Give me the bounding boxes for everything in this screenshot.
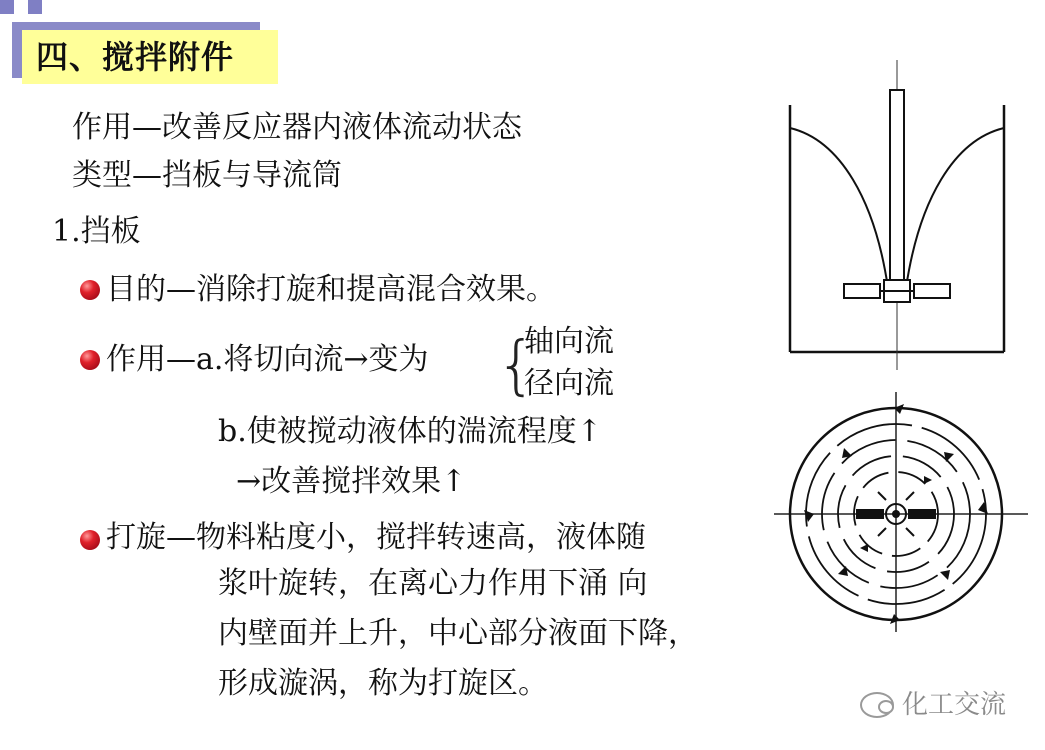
radial-flow-label: 径向流 <box>524 366 614 401</box>
corner-decoration <box>28 0 42 14</box>
bullet-icon <box>80 530 100 550</box>
watermark <box>860 688 1006 722</box>
watermark-text: 化工交流 <box>902 690 1007 720</box>
tank-top-view-diagram <box>774 392 1028 632</box>
effect-a-line: 作用—a.将切向流→变为 <box>106 342 429 377</box>
bullet-icon <box>80 350 100 370</box>
corner-decoration <box>0 0 14 14</box>
effect-b2-line: →改善搅拌效果↑ <box>236 464 467 499</box>
vortex-line-1: 打旋—物料粘度小，搅拌转速高，液体随 <box>106 520 646 555</box>
vortex-line-4: 形成漩涡，称为打旋区。 <box>218 666 548 701</box>
bullet-icon <box>80 280 100 300</box>
section-heading: 1.挡板 <box>52 214 141 249</box>
slide-title: 四、搅拌附件 <box>22 30 278 84</box>
wechat-icon <box>860 692 894 718</box>
brace-icon: { <box>496 329 537 403</box>
vortex-line-2: 浆叶旋转，在离心力作用下涌 向 <box>218 566 648 601</box>
function-line: 作用—改善反应器内液体流动状态 <box>72 110 522 145</box>
effect-b-line: b.使被搅动液体的湍流程度↑ <box>218 414 602 449</box>
types-line: 类型—挡板与导流筒 <box>72 158 342 193</box>
purpose-line: 目的—消除打旋和提高混合效果。 <box>106 272 556 307</box>
tank-side-view-diagram <box>780 60 1020 370</box>
axial-flow-label: 轴向流 <box>524 324 614 359</box>
vortex-line-3: 内壁面并上升，中心部分液面下降， <box>218 616 698 651</box>
